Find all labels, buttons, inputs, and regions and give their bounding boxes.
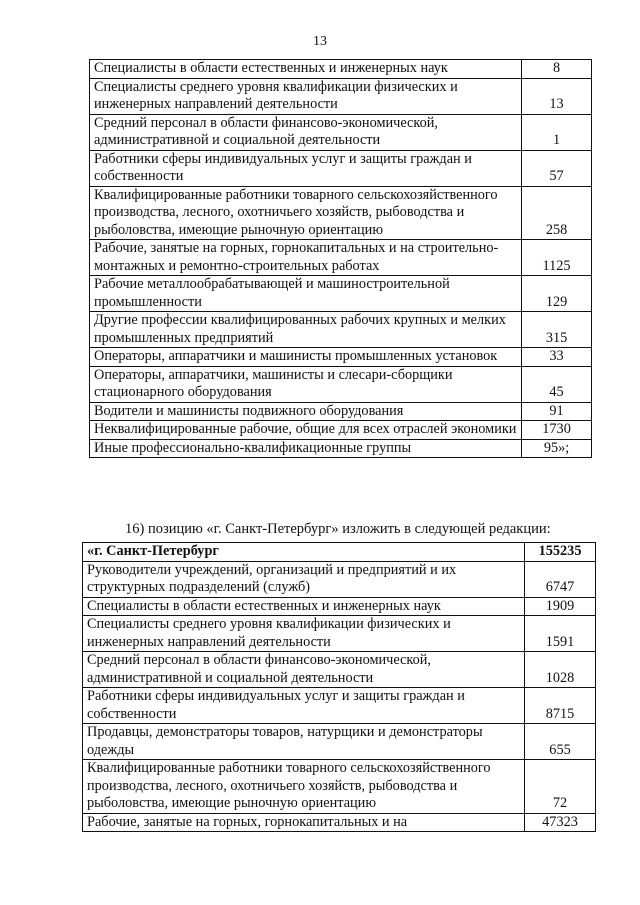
- worker-count: 33: [522, 348, 592, 367]
- table-row: [83, 760, 596, 814]
- occupation-group: Другие профессии квалифицированных рабочих крупных и мелких промышленных предприятий: [90, 312, 522, 348]
- worker-count: 72: [525, 760, 596, 814]
- occupation-group: Специалисты в области естественных и инженерных наук: [83, 597, 525, 616]
- worker-count: 8: [522, 60, 592, 79]
- region-total: 155235: [525, 543, 596, 562]
- table-row: [90, 312, 592, 348]
- table-row: [83, 561, 596, 597]
- occupation-group: Работники сферы индивидуальных услуг и защиты граждан и собственности: [90, 150, 522, 186]
- occupation-group: Руководители учреждений, организаций и предприятий и их структурных подразделений (служб): [83, 561, 525, 597]
- worker-count: 655: [525, 724, 596, 760]
- table-row: [90, 150, 592, 186]
- occupation-group: Неквалифицированные рабочие, общие для всех отраслей экономики: [90, 421, 522, 440]
- table-row: [90, 402, 592, 421]
- occupation-group: Рабочие, занятые на горных, горнокапитальных и на строительно-монтажных и ремонтно-строительных работах: [90, 240, 522, 276]
- table-row: [83, 724, 596, 760]
- table-row: [90, 421, 592, 440]
- worker-count: 1730: [522, 421, 592, 440]
- table-row: [83, 597, 596, 616]
- table-row: [90, 114, 592, 150]
- occupation-group: Продавцы, демонстраторы товаров, натурщики и демонстраторы одежды: [83, 724, 525, 760]
- worker-count: 45: [522, 366, 592, 402]
- table-row: [90, 439, 592, 458]
- table-row: [83, 616, 596, 652]
- occupation-group: Операторы, аппаратчики и машинисты промышленных установок: [90, 348, 522, 367]
- occupation-group: Работники сферы индивидуальных услуг и защиты граждан и собственности: [83, 688, 525, 724]
- worker-count: 57: [522, 150, 592, 186]
- saint-petersburg-table: [82, 542, 596, 832]
- table-row: [90, 276, 592, 312]
- table-row: [90, 348, 592, 367]
- table-row: [90, 186, 592, 240]
- section-16-intro: 16) позицию «г. Санкт-Петербург» изложить в следующей редакции:: [125, 521, 551, 537]
- occupation-group: Квалифицированные работники товарного сельскохозяйственного производства, лесного, охотничьего хозяйств, рыбоводства и рыболовства, имеющие рыночную ориентацию: [83, 760, 525, 814]
- region-name: «г. Санкт-Петербург: [83, 543, 525, 562]
- table-row: [83, 813, 596, 832]
- table-row: [90, 240, 592, 276]
- worker-count: 91: [522, 402, 592, 421]
- occupation-group: Средний персонал в области финансово-экономической, административной и социальной деятельности: [83, 652, 525, 688]
- table-row: [90, 60, 592, 79]
- worker-count: 1591: [525, 616, 596, 652]
- occupation-group: Специалисты среднего уровня квалификации физических и инженерных направлений деятельности: [83, 616, 525, 652]
- table-row: [83, 688, 596, 724]
- worker-count: 1: [522, 114, 592, 150]
- worker-count: 8715: [525, 688, 596, 724]
- occupation-group: Средний персонал в области финансово-экономической, административной и социальной деятельности: [90, 114, 522, 150]
- worker-count: 315: [522, 312, 592, 348]
- worker-count: 258: [522, 186, 592, 240]
- worker-count: 1028: [525, 652, 596, 688]
- occupation-group: Операторы, аппаратчики, машинисты и слесари-сборщики стационарного оборудования: [90, 366, 522, 402]
- worker-count: 1909: [525, 597, 596, 616]
- occupation-group: Иные профессионально-квалификационные группы: [90, 439, 522, 458]
- table-row: [83, 652, 596, 688]
- occupation-group: Рабочие, занятые на горных, горнокапитальных и на: [83, 813, 525, 832]
- worker-count: 13: [522, 78, 592, 114]
- region-header-row: [83, 543, 596, 562]
- occupation-group: Специалисты среднего уровня квалификации физических и инженерных направлений деятельности: [90, 78, 522, 114]
- table-row: [90, 78, 592, 114]
- occupation-group: Водители и машинисты подвижного оборудования: [90, 402, 522, 421]
- table-row: [90, 366, 592, 402]
- occupation-group: Специалисты в области естественных и инженерных наук: [90, 60, 522, 79]
- occupation-group: Квалифицированные работники товарного сельскохозяйственного производства, лесного, охотничьего хозяйств, рыбоводства и рыболовства, имеющие рыночную ориентацию: [90, 186, 522, 240]
- occupation-table-continued: [89, 59, 592, 458]
- worker-count: 1125: [522, 240, 592, 276]
- occupation-group: Рабочие металлообрабатывающей и машиностроительной промышленности: [90, 276, 522, 312]
- worker-count: 6747: [525, 561, 596, 597]
- worker-count: 95»;: [522, 439, 592, 458]
- page-number: 13: [313, 34, 327, 49]
- worker-count: 47323: [525, 813, 596, 832]
- worker-count: 129: [522, 276, 592, 312]
